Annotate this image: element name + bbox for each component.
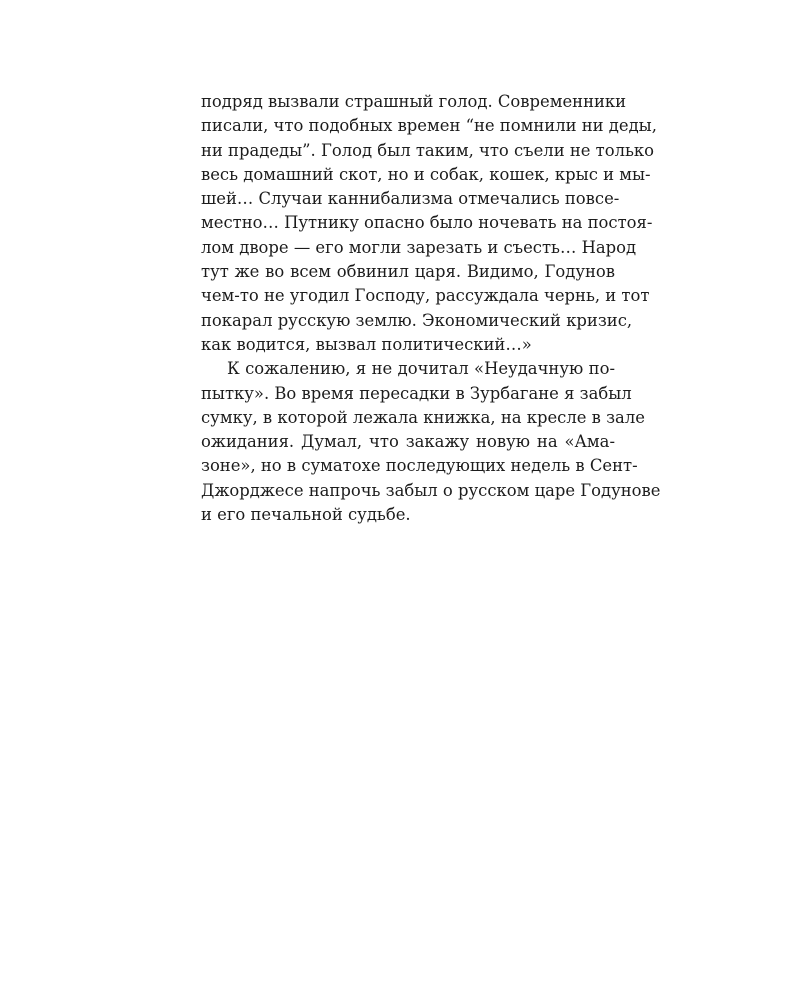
- text-line: подряд вызвали страшный голод. Современники: [201, 92, 627, 111]
- text-line: тут же во всем обвинил царя. Видимо, Годунов: [201, 262, 615, 282]
- text-line: местно… Путнику опасно было ночевать на постоя-: [201, 213, 653, 233]
- text-line: сумку, в которой лежала книжка, на кресле в зале: [201, 407, 645, 427]
- text-line: пытку». Во время пересадки в Зурбагане я забыл: [201, 383, 632, 403]
- text-line: как водится, вызвал политический…»: [201, 334, 532, 354]
- paragraph-2: [201, 357, 661, 527]
- text-line: покарал русскую землю. Экономический кризис,: [201, 310, 633, 330]
- text-line: и его печальной судьбе.: [201, 505, 411, 525]
- text-line: ни прадеды”. Голод был таким, что съели не только: [201, 140, 655, 160]
- paragraph-1: [201, 90, 657, 357]
- text-line: зоне», но в суматохе последующих недель в Сент-: [201, 456, 638, 476]
- body-text: [201, 90, 661, 527]
- text-line: К сожалению, я не дочитал «Неудачную по-: [227, 359, 615, 379]
- text-line: Джорджесе напрочь забыл о русском царе Годунове: [201, 480, 661, 500]
- text-line: лом дворе — его могли зарезать и съесть… Народ: [201, 237, 637, 257]
- text-line: шей… Случаи каннибализма отмечались повсе-: [201, 189, 620, 209]
- text-line: весь домашний скот, но и собак, кошек, крыс и мы-: [201, 164, 651, 184]
- text-line: чем-то не угодил Господу, рассуждала чернь, и тот: [201, 286, 650, 306]
- text-line: ожидания. Думал, что закажу новую на «Ама-: [201, 432, 615, 452]
- text-line: писали, что подобных времен “не помнили ни деды,: [201, 116, 657, 136]
